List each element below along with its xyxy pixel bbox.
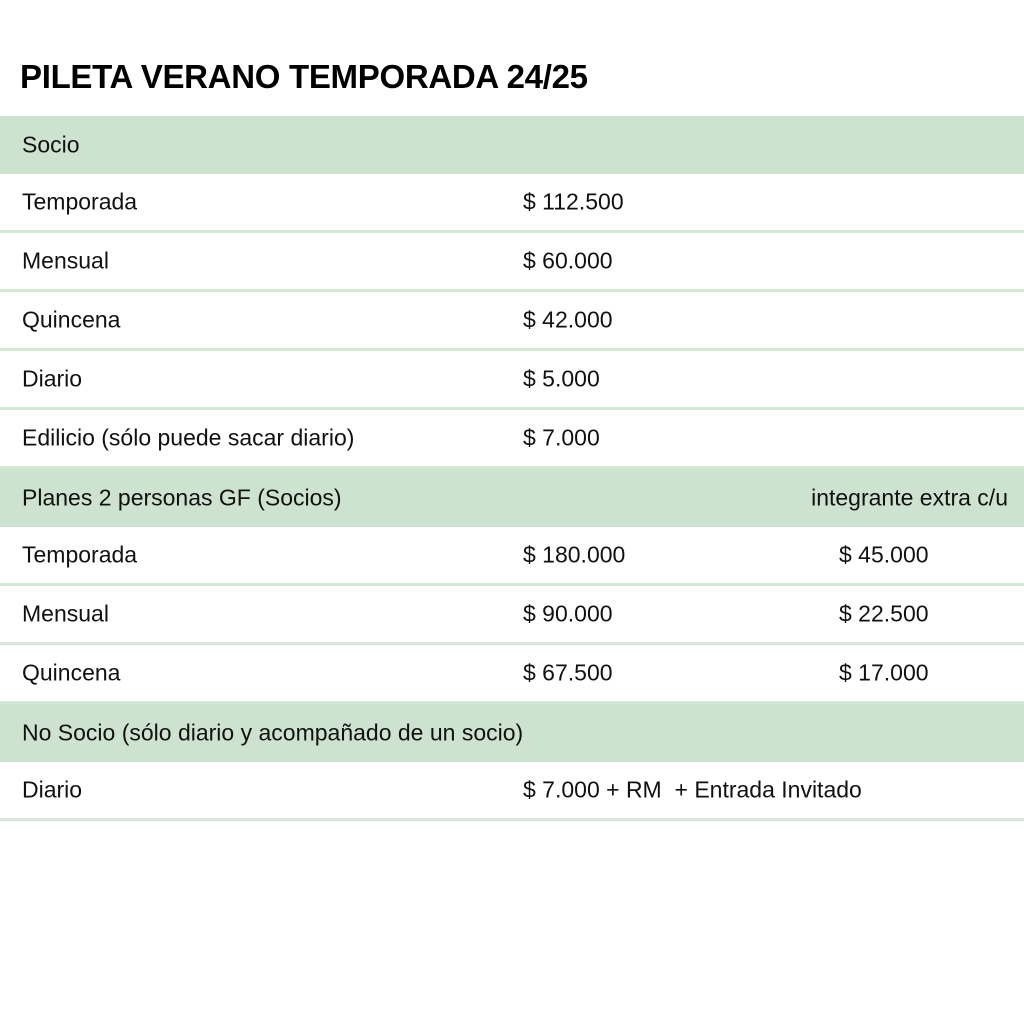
row-label: Temporada — [22, 188, 138, 215]
row-extra-price: $ 22.500 — [839, 600, 929, 627]
table-row — [0, 351, 1024, 410]
row-price: $ 112.500 — [523, 188, 624, 215]
row-extra-price: $ 45.000 — [839, 541, 929, 568]
row-price: $ 180.000 — [523, 541, 626, 568]
row-price: $ 7.000 — [523, 424, 600, 451]
table-row — [0, 410, 1024, 469]
table-row — [0, 586, 1024, 645]
table-row — [0, 762, 1024, 821]
table-row — [0, 645, 1024, 704]
section-header-no-socio — [0, 704, 1024, 762]
row-price: $ 90.000 — [523, 600, 613, 627]
row-price: $ 67.500 — [523, 659, 613, 686]
price-table — [0, 116, 1024, 821]
row-price: $ 5.000 — [523, 365, 600, 392]
page-title: PILETA VERANO TEMPORADA 24/25 — [20, 58, 588, 95]
table-row — [0, 174, 1024, 233]
row-label: Diario — [22, 776, 83, 803]
row-extra-price: $ 17.000 — [839, 659, 929, 686]
row-label: Edilicio (sólo puede sacar diario) — [22, 424, 355, 451]
section-header-planes — [0, 469, 1024, 527]
section-header-socio — [0, 116, 1024, 174]
section-header-label: No Socio (sólo diario y acompañado de un socio) — [22, 719, 524, 746]
table-row — [0, 233, 1024, 292]
table-row — [0, 292, 1024, 351]
row-label: Quincena — [22, 306, 121, 333]
row-price: $ 60.000 — [523, 247, 613, 274]
row-price: $ 42.000 — [523, 306, 613, 333]
section-header-label: Socio — [22, 131, 80, 158]
section-header-label: Planes 2 personas GF (Socios) — [22, 484, 342, 511]
row-label: Mensual — [22, 247, 109, 274]
row-label: Diario — [22, 365, 83, 392]
row-label: Mensual — [22, 600, 109, 627]
row-label: Temporada — [22, 541, 138, 568]
extra-member-header: integrante extra c/u — [811, 484, 1008, 511]
table-row — [0, 527, 1024, 586]
row-price: $ 7.000 + RM + Entrada Invitado — [523, 776, 862, 803]
row-label: Quincena — [22, 659, 121, 686]
